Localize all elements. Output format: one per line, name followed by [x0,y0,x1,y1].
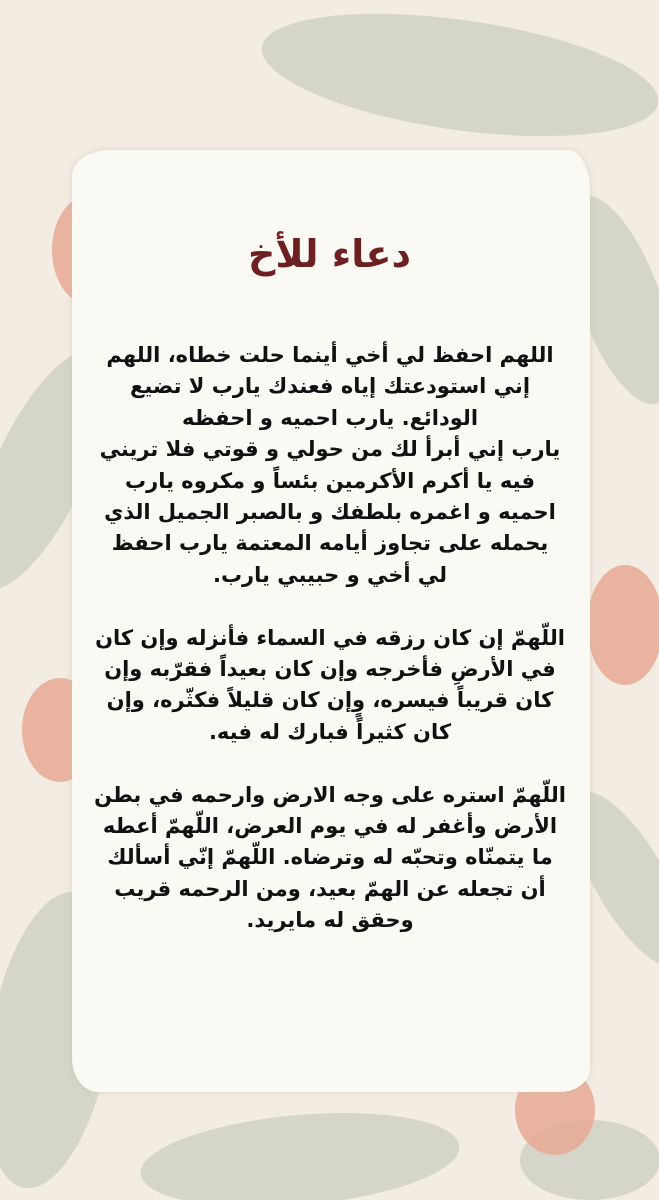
leaf-shape [137,1101,464,1200]
petal-shape [587,565,659,685]
text-line: الودائع. يارب احميه و احفظه [181,405,479,430]
text-line: كان قريباً فيسره، وٍإن كان قليلاً فكثّره، وإن [106,688,554,713]
text-line: كان كثيراً فبارك له فيه. [208,719,452,744]
text-line: اللهم احفظ لي أخي أينما حلت خطاه، اللهم [106,343,554,367]
text-line: فيه يا أكرم الأكرمين بئساً و مكروه يارب [125,468,535,493]
text-line: لي أخي و حبيبي يارب. [212,562,448,587]
text-line: أن تجعله عن الهمّ بعيد، ومن الرحمه قريب [114,876,546,901]
text-line: إني استودعتك إياه فعندك يارب لا تضيع [129,374,531,399]
text-line: اللّهمّ استره على وجه الارض وارحمه في بطن [94,782,566,807]
text-line: وحقق له مايريد. [246,908,414,933]
text-line: احميه و اغمره بلطفك و بالصبر الجميل الذي [104,500,556,525]
prayer-text [92,340,568,937]
text-line: اللّهمّ إن كان رزقه في السماء فأنزله وإن كان [95,625,565,650]
text-line: يحمله على تجاوز أيامه المعتمة يارب احفظ [111,531,549,556]
page-title: دعاء للأخ [248,232,411,276]
leaf-shape [254,0,659,157]
text-line: يارب إني أبرأ لك من حولي و قوتي فلا تريني [99,437,561,462]
text-line: في الأرضِ فأخرجه وإن كان بعيداً فقرّبه وإن [104,657,556,682]
text-line: الأرض وأغفر له في يوم العرض، اللّهمّ أعطه [102,814,558,839]
text-line: ما يتمنّاه وتحبّه له وترضاه. اللّهمّ إنّي أسألك [107,845,553,870]
